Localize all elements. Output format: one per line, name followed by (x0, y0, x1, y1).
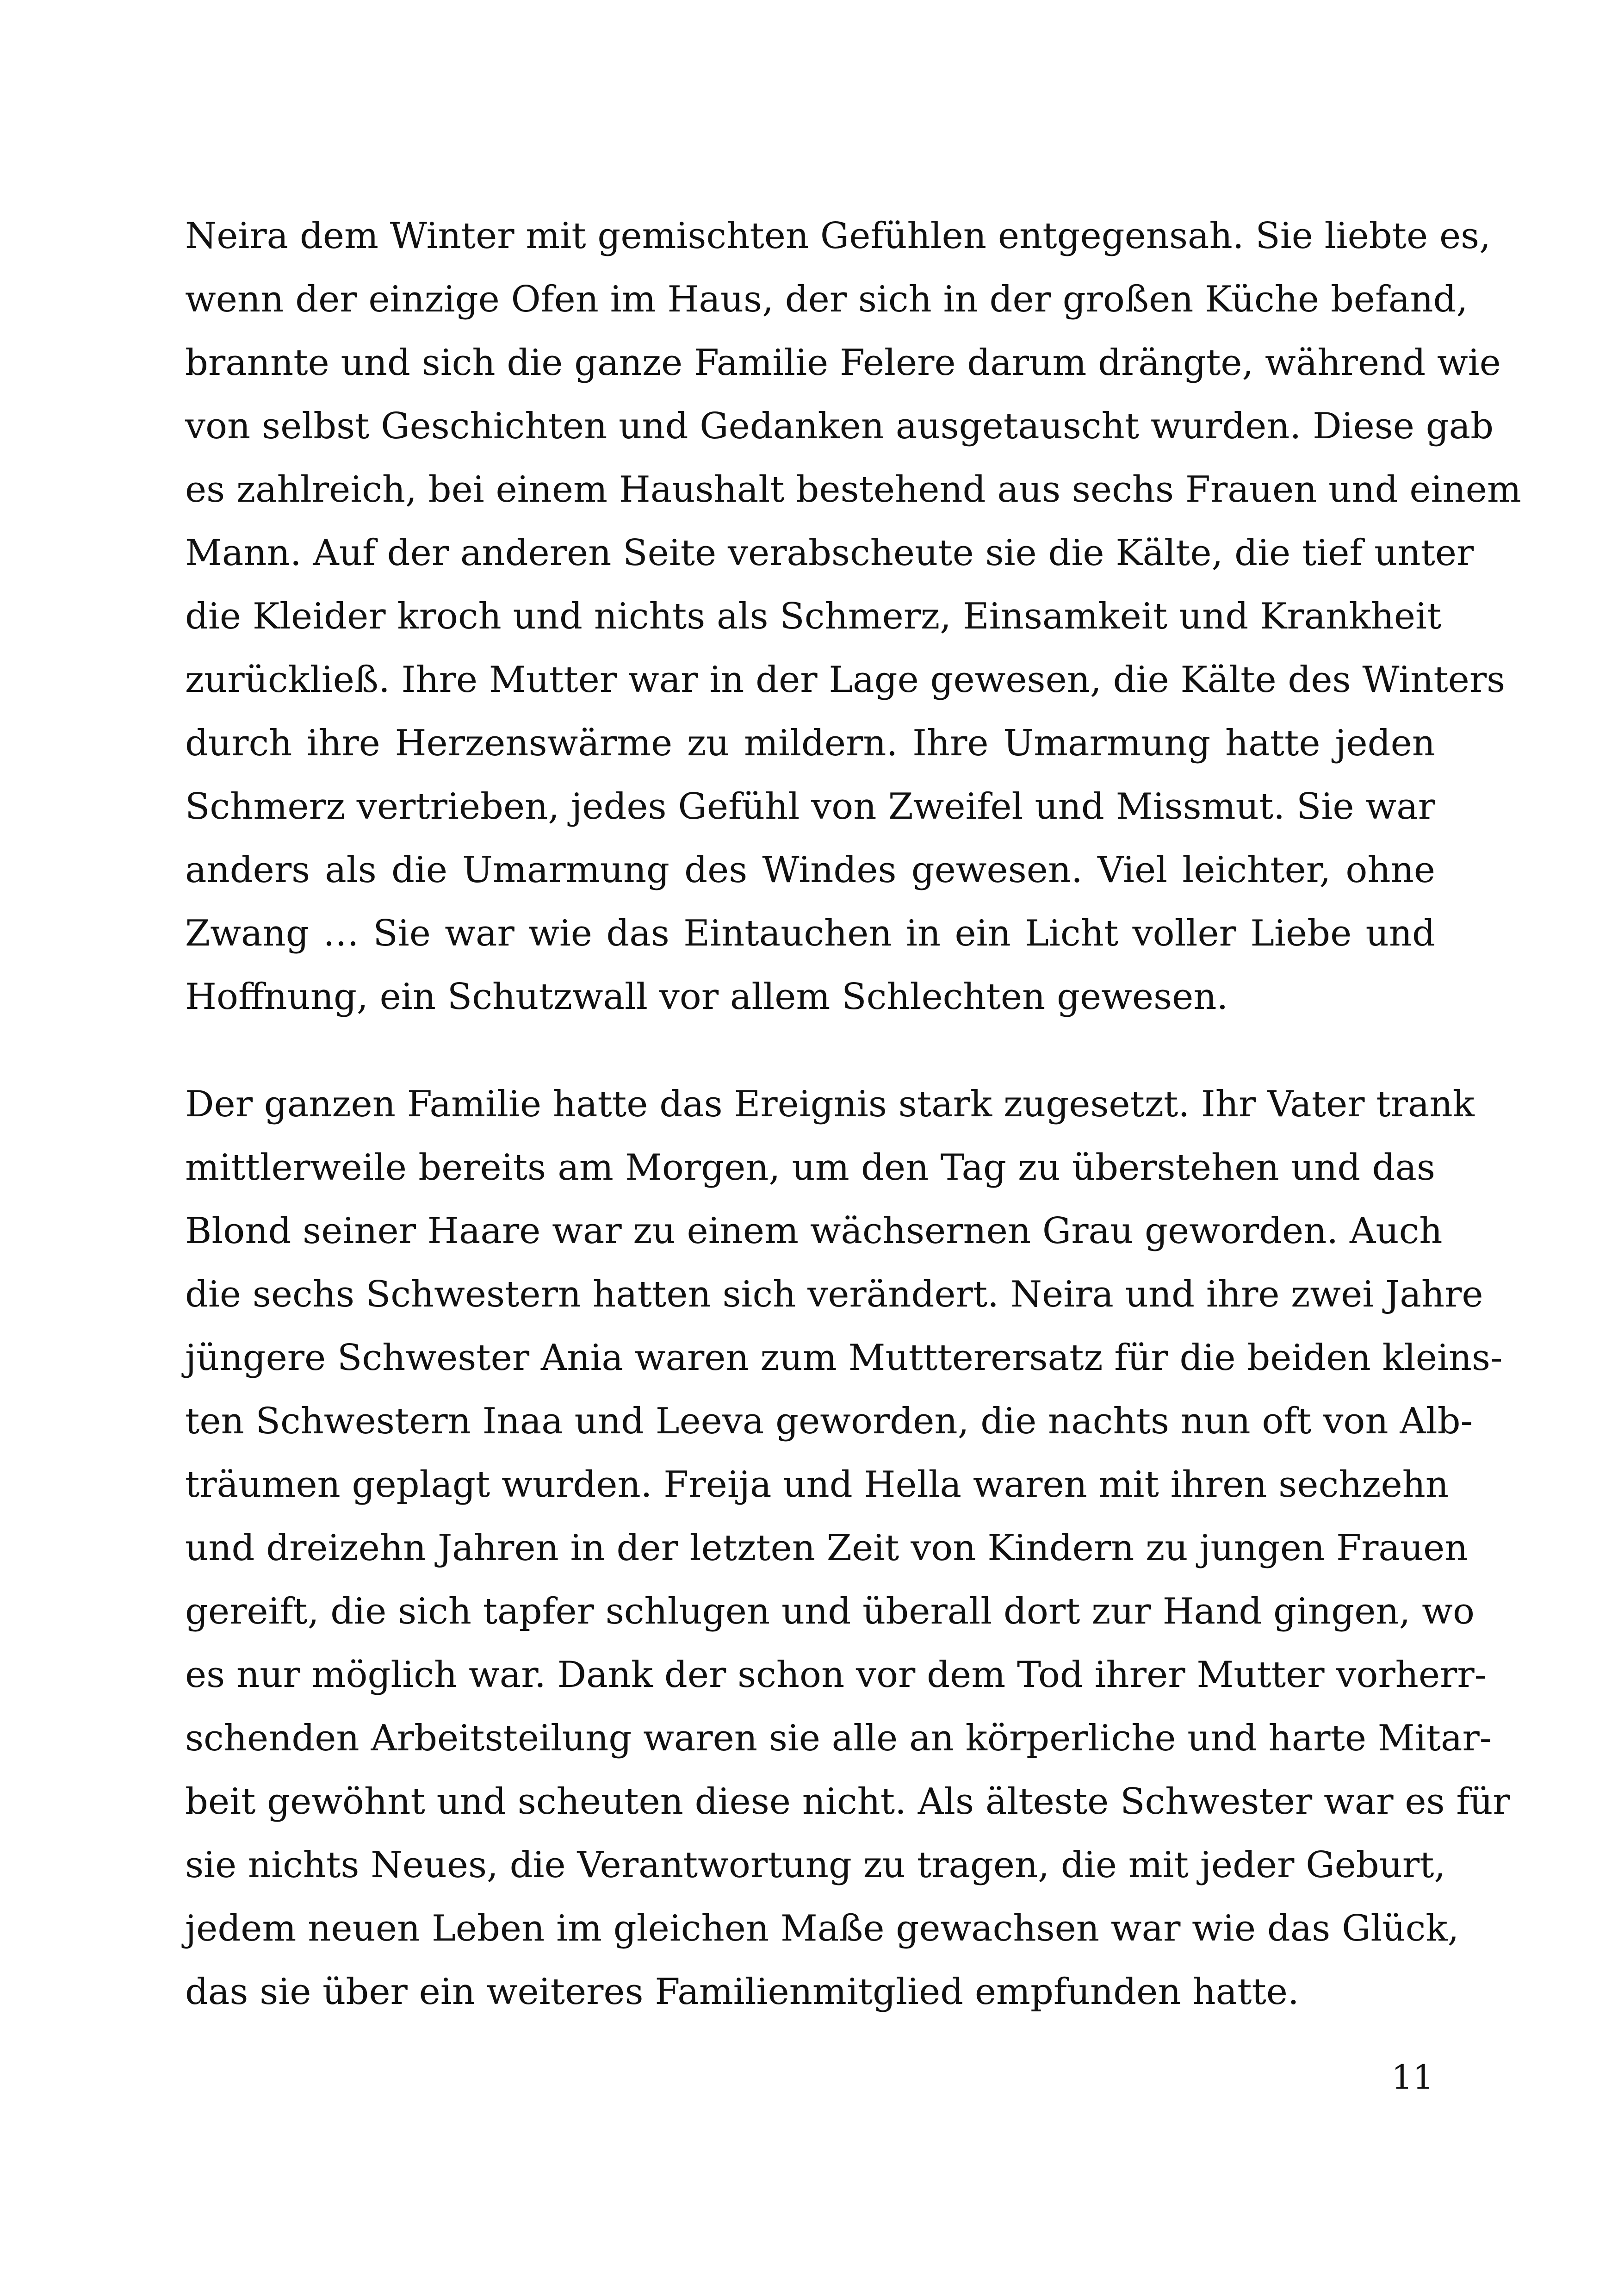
text-line: durch ihre Herzenswärme zu mildern. Ihre Umarmung hatte jeden (185, 722, 1435, 764)
text-line: beit gewöhnt und scheuten diese nicht. Als älteste Schwester war es für (185, 1781, 1510, 1823)
text-line: Zwang … Sie war wie das Eintauchen in ein Licht voller Liebe und (185, 913, 1435, 954)
text-line: und dreizehn Jahren in der letzten Zeit von Kindern zu jungen Frauen (185, 1527, 1468, 1569)
text-line: es zahlreich, bei einem Haushalt bestehend aus sechs Frauen und einem (185, 469, 1521, 510)
text-line: träumen geplagt wurden. Freija und Hella waren mit ihren sechzehn (185, 1464, 1449, 1506)
text-line: die Kleider kroch und nichts als Schmerz, Einsamkeit und Krankheit (185, 596, 1442, 637)
text-line: sie nichts Neues, die Verantwortung zu tragen, die mit jeder Geburt, (185, 1844, 1446, 1886)
text-line: wenn der einzige Ofen im Haus, der sich in der großen Küche befand, (185, 279, 1468, 320)
text-line: von selbst Geschichten und Gedanken ausgetauscht wurden. Diese gab (185, 405, 1494, 447)
text-line: Der ganzen Familie hatte das Ereignis stark zugesetzt. Ihr Vater trank (185, 1083, 1475, 1125)
text-line: zurückließ. Ihre Mutter war in der Lage gewesen, die Kälte des Winters (185, 659, 1506, 701)
text-line: das sie über ein weiteres Familienmitglied empfunden hatte. (185, 1971, 1299, 2013)
paragraph-1 (185, 205, 1521, 1029)
text-line: jüngere Schwester Ania waren zum Muttterersatz für die beiden kleins- (185, 1337, 1503, 1379)
text-line: es nur möglich war. Dank der schon vor dem Tod ihrer Mutter vorherr- (185, 1654, 1487, 1696)
text-line: brannte und sich die ganze Familie Felere darum drängte, während wie (185, 342, 1501, 384)
page-number: 11 (1391, 2058, 1434, 2097)
paragraph-2 (185, 1073, 1510, 2024)
text-line: die sechs Schwestern hatten sich verändert. Neira und ihre zwei Jahre (185, 1274, 1483, 1315)
text-line: anders als die Umarmung des Windes gewesen. Viel leichter, ohne (185, 849, 1435, 891)
text-line: gereift, die sich tapfer schlugen und überall dort zur Hand gingen, wo (185, 1591, 1475, 1632)
text-line: schenden Arbeitsteilung waren sie alle an körperliche und harte Mitar- (185, 1717, 1492, 1759)
text-line: jedem neuen Leben im gleichen Maße gewachsen war wie das Glück, (185, 1908, 1459, 1949)
text-line: Mann. Auf der anderen Seite verabscheute sie die Kälte, die tief unter (185, 532, 1474, 574)
text-line: Hoffnung, ein Schutzwall vor allem Schlechten gewesen. (185, 976, 1228, 1018)
text-line: ten Schwestern Inaa und Leeva geworden, die nachts nun oft von Alb- (185, 1400, 1473, 1442)
text-line: Schmerz vertrieben, jedes Gefühl von Zweifel und Missmut. Sie war (185, 786, 1435, 828)
text-line: Neira dem Winter mit gemischten Gefühlen entgegensah. Sie liebte es, (185, 215, 1491, 257)
text-line: Blond seiner Haare war zu einem wächsernen Grau geworden. Auch (185, 1210, 1443, 1252)
text-line: mittlerweile bereits am Morgen, um den Tag zu überstehen und das (185, 1147, 1435, 1188)
